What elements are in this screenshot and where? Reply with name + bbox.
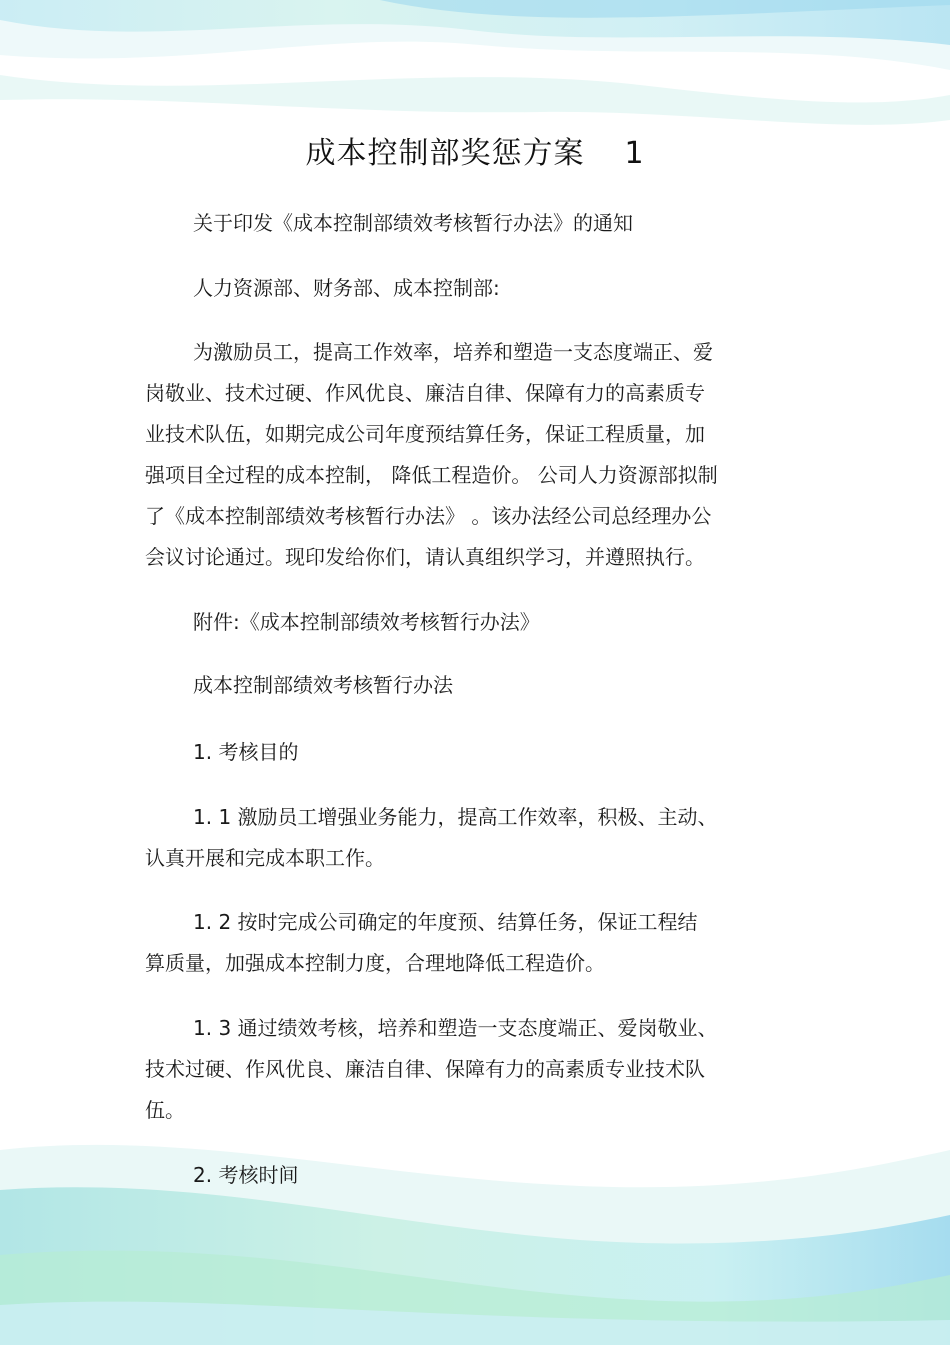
list-item-line: 1. 1 激励员工增强业务能力，提高工作效率，积极、主动、 [193, 805, 718, 829]
body-line: 岗敬业、技术过硬、作风优良、廉洁自律、保障有力的高素质专 [145, 381, 705, 405]
attachment-line: 附件:《成本控制部绩效考核暂行办法》 [193, 610, 540, 634]
body-line: 了《成本控制部绩效考核暂行办法》 。该办法经公司总经理办公 [145, 504, 712, 528]
list-item-line: 算质量，加强成本控制力度，合理地降低工程造价。 [145, 951, 605, 975]
list-item-line: 认真开展和完成本职工作。 [145, 846, 385, 870]
section-heading: 1. 考核目的 [193, 740, 299, 764]
body-line: 为激励员工，提高工作效率，培养和塑造一支态度端正、爱 [193, 340, 713, 364]
recipients-line: 人力资源部、财务部、成本控制部: [193, 276, 500, 300]
body-line: 会议讨论通过。现印发给你们，请认真组织学习，并遵照执行。 [145, 545, 705, 569]
document-title [0, 128, 950, 172]
list-item-line: 伍。 [145, 1098, 185, 1122]
body-line: 强项目全过程的成本控制， 降低工程造价。 公司人力资源部拟制 [145, 463, 718, 487]
title-text: 成本控制部奖惩方案 [305, 136, 585, 171]
list-item-line: 1. 2 按时完成公司确定的年度预、结算任务，保证工程结 [193, 910, 698, 934]
list-item-line: 1. 3 通过绩效考核，培养和塑造一支态度端正、爱岗敬业、 [193, 1016, 718, 1040]
section-heading: 2. 考核时间 [193, 1163, 299, 1187]
title-number: 1 [624, 136, 645, 171]
list-item-line: 技术过硬、作风优良、廉洁自律、保障有力的高素质专业技术队 [145, 1057, 705, 1081]
body-line: 业技术队伍，如期完成公司年度预结算任务，保证工程质量，加 [145, 422, 705, 446]
notice-title: 关于印发《成本控制部绩效考核暂行办法》的通知 [193, 211, 633, 235]
measures-title: 成本控制部绩效考核暂行办法 [193, 673, 453, 697]
